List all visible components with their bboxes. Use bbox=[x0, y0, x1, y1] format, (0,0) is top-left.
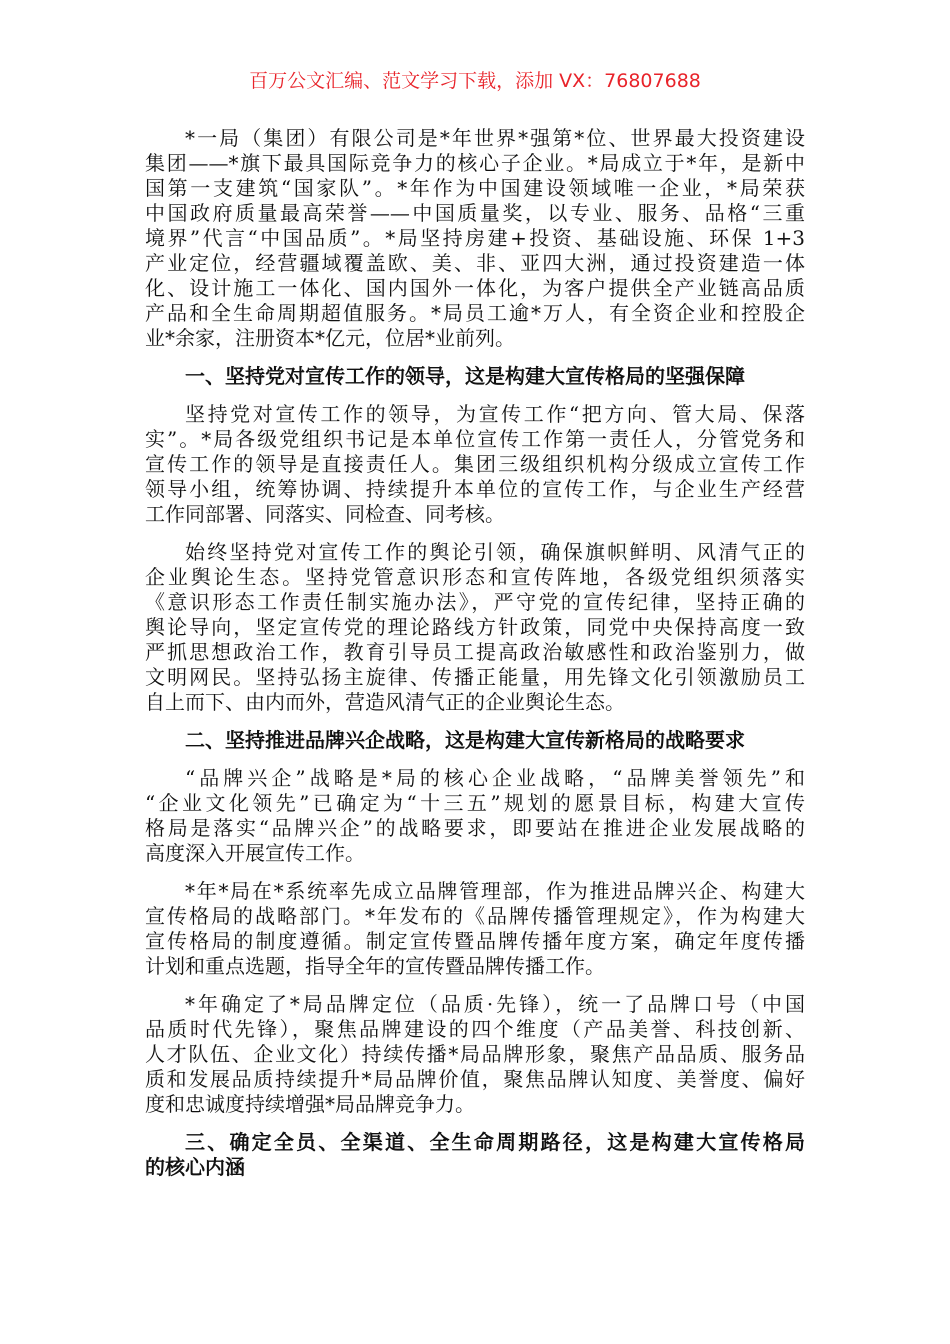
text-line: 始终坚持党对宣传工作的舆论引领，确保旗帜鲜明、风清气正的 bbox=[185, 540, 805, 564]
paragraph bbox=[145, 879, 805, 979]
text-line: 集团——*旗下最具国际竞争力的核心子企业。*局成立于*年，是新中 bbox=[145, 151, 805, 175]
text-line: 产品和全生命周期超值服务。*局员工逾*万人，有全资企业和控股企 bbox=[145, 301, 805, 325]
text-line: 自上而下、由内而外，营造风清气正的企业舆论生态。 bbox=[145, 690, 625, 714]
heading-line: 一、坚持党对宣传工作的领导，这是构建大宣传格局的坚强保障 bbox=[185, 364, 745, 388]
text-line: 品质时代先锋），聚焦品牌建设的四个维度（产品美誉、科技创新、 bbox=[145, 1017, 805, 1041]
text-line: 高度深入开展宣传工作。 bbox=[145, 841, 365, 865]
text-line: 格局是落实“品牌兴企”的战略要求，即要站在推进企业发展战略的 bbox=[145, 816, 805, 840]
paragraph bbox=[145, 992, 805, 1117]
text-line: 产业定位，经营疆域覆盖欧、美、非、亚四大洲，通过投资建造一体 bbox=[145, 251, 805, 275]
paragraph bbox=[145, 402, 805, 527]
text-line: 宣传格局的战略部门。*年发布的《品牌传播管理规定》，作为构建大 bbox=[145, 904, 805, 928]
text-line: 严抓思想政治工作，教育引导员工提高政治敏感性和政治鉴别力，做 bbox=[145, 640, 805, 664]
text-line: “企业文化领先”已确定为“十三五”规划的愿景目标，构建大宣传 bbox=[145, 791, 805, 815]
section-heading bbox=[145, 364, 805, 389]
paragraph bbox=[145, 126, 805, 351]
text-line: 质和发展品质持续提升*局品牌价值，聚焦品牌认知度、美誉度、偏好 bbox=[145, 1067, 805, 1091]
text-line: 化、设计施工一体化、国内国外一体化，为客户提供全产业链高品质 bbox=[145, 276, 805, 300]
text-line: 《意识形态工作责任制实施办法》，严守党的宣传纪律，坚持正确的 bbox=[145, 590, 805, 614]
text-line: 中国政府质量最高荣誉——中国质量奖，以专业、服务、品格“三重 bbox=[145, 201, 805, 225]
text-line: 业*余家，注册资本*亿元，位居*业前列。 bbox=[145, 326, 515, 350]
text-line: 企业舆论生态。坚持党管意识形态和宣传阵地，各级党组织须落实 bbox=[145, 565, 805, 589]
heading-line: 的核心内涵 bbox=[145, 1155, 245, 1179]
text-line: 文明网民。坚持弘扬主旋律、传播正能量，用先锋文化引领激励员工 bbox=[145, 665, 805, 689]
paragraph bbox=[145, 766, 805, 866]
text-line: *一局（集团）有限公司是*年世界*强第*位、世界最大投资建设 bbox=[185, 126, 805, 150]
text-line: 工作同部署、同落实、同检查、同考核。 bbox=[145, 502, 505, 526]
text-line: 人才队伍、企业文化）持续传播*局品牌形象，聚焦产品品质、服务品 bbox=[145, 1042, 805, 1066]
section-heading bbox=[145, 1130, 805, 1180]
text-line: 舆论导向，坚定宣传党的理论路线方针政策，同党中央保持高度一致 bbox=[145, 615, 805, 639]
text-line: *年*局在*系统率先成立品牌管理部，作为推进品牌兴企、构建大 bbox=[185, 879, 805, 903]
watermark-header: 百万公文汇编、范文学习下载，添加 VX：76807688 bbox=[249, 70, 701, 92]
text-line: 宣传格局的制度遵循。制定宣传暨品牌传播年度方案，确定年度传播 bbox=[145, 929, 805, 953]
text-line: *年确定了*局品牌定位（品质·先锋），统一了品牌口号（中国 bbox=[185, 992, 805, 1016]
text-line: 度和忠诚度持续增强*局品牌竞争力。 bbox=[145, 1092, 475, 1116]
text-line: 坚持党对宣传工作的领导，为宣传工作“把方向、管大局、保落 bbox=[185, 402, 805, 426]
text-line: 境界”代言“中国品质”。*局坚持房建+投资、基础设施、环保 1+3 bbox=[145, 226, 805, 250]
text-line: “品牌兴企”战略是*局的核心企业战略，“品牌美誉领先”和 bbox=[185, 766, 805, 790]
heading-line: 三、确定全员、全渠道、全生命周期路径，这是构建大宣传格局 bbox=[185, 1130, 805, 1154]
document-body bbox=[145, 126, 805, 1193]
paragraph bbox=[145, 540, 805, 715]
heading-line: 二、坚持推进品牌兴企战略，这是构建大宣传新格局的战略要求 bbox=[185, 728, 745, 752]
text-line: 计划和重点选题，指导全年的宣传暨品牌传播工作。 bbox=[145, 954, 605, 978]
section-heading bbox=[145, 728, 805, 753]
text-line: 国第一支建筑“国家队”。*年作为中国建设领域唯一企业，*局荣获 bbox=[145, 176, 805, 200]
text-line: 领导小组，统筹协调、持续提升本单位的宣传工作，与企业生产经营 bbox=[145, 477, 805, 501]
text-line: 宣传工作的领导是直接责任人。集团三级组织机构分级成立宣传工作 bbox=[145, 452, 805, 476]
text-line: 实”。*局各级党组织书记是本单位宣传工作第一责任人，分管党务和 bbox=[145, 427, 805, 451]
